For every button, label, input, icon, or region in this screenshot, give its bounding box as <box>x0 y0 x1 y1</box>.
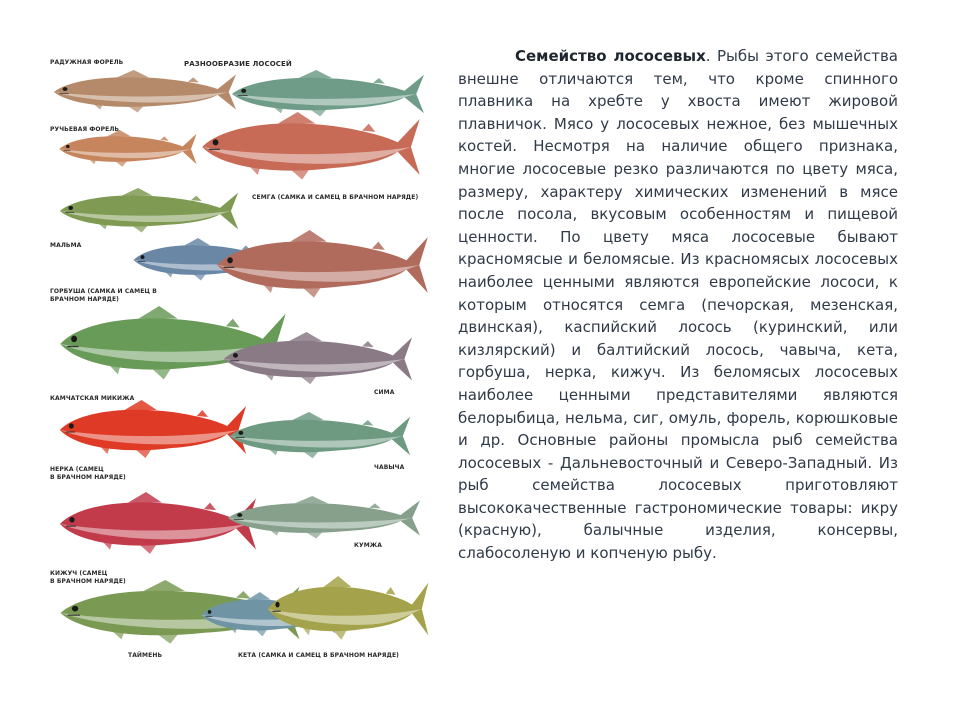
caption-taimen: ТАЙМЕНЬ <box>128 652 163 659</box>
fish-malma <box>60 188 238 232</box>
article-title: Семейство лососевых <box>515 47 706 65</box>
fish-nerka <box>60 400 246 458</box>
caption-chavycha: ЧАВЫЧА <box>374 464 405 471</box>
article-body: . Рыбы этого семейства внешне отличаются тем, что кроме спинного плавника на хребте у хвоста имеют жировой плавничок. Мясо у лососевых нежное, без мышечных костей. Несмотря на наличие общего признака, многие лососевые резко различаются по цвету мяса, размеру, характеру химических изменений в мясе после посола, вкусовым особенностям и пищевой ценности. По цвету мяса лососевые бывают красномясые и беломясые. Из красномясых лососевых наиболее ценными являются европейские лососи, к которым относятся семга (печорская, мезенская, двинская), каспийский лосось (куринский, или кизлярский) и балтийский лосось, чавыча, кета, горбуша, нерка, кижуч. Из беломясых лососевых наиболее ценными представителями являются белорыбица, нельма, сиг, омуль, форель, корюшковые и др. Основные районы промысла рыб семейства лососевых - Дальневосточный и Северо-Западный. Из рыб семейства лососевых приготовляют высококачественные гастрономические товары: икру (красную), балычные изделия, консервы, слабосоленую и копченую рыбу. <box>458 47 898 563</box>
fish-semga-male <box>202 112 420 180</box>
caption-sima: СИМА <box>374 389 395 396</box>
caption-kizhuch: КИЖУЧ (САМЕЦ В БРАЧНОМ НАРЯДЕ) <box>50 570 126 585</box>
fish-gorbusha-male <box>217 230 428 298</box>
fish-ruchevaya-forel <box>59 130 196 167</box>
caption-kamchatskaya-mikizha: КАМЧАТСКАЯ МИКИЖА <box>50 395 135 402</box>
fish-chavycha <box>230 412 410 458</box>
article-text <box>458 45 898 565</box>
caption-raduzhnaya-forel: РАДУЖНАЯ ФОРЕЛЬ <box>50 59 124 66</box>
fish-kizhuch <box>60 492 256 554</box>
fish-raduzhnaya-forel <box>54 70 236 113</box>
caption-gorbusha: ГОРБУША (САМКА И САМЕЦ В БРАЧНОМ НАРЯДЕ) <box>50 288 157 303</box>
fish-semga-female <box>232 70 424 116</box>
caption-kumzha: КУМЖА <box>354 542 382 549</box>
caption-malma: МАЛЬМА <box>50 242 82 249</box>
caption-semga: СЕМГА (САМКА И САМЕЦ В БРАЧНОМ НАРЯДЕ) <box>252 194 419 201</box>
caption-keta: КЕТА (САМКА И САМЕЦ В БРАЧНОМ НАРЯДЕ) <box>238 652 399 659</box>
salmon-illustration-plate <box>40 50 440 668</box>
plate-heading: РАЗНООБРАЗИЕ ЛОСОСЕЙ <box>184 60 292 68</box>
caption-nerka: НЕРКА (САМЕЦ В БРАЧНОМ НАРЯДЕ) <box>50 466 126 481</box>
caption-ruchevaya-forel: РУЧЬЕВАЯ ФОРЕЛЬ <box>50 126 120 133</box>
fish-kumzha <box>228 496 420 539</box>
